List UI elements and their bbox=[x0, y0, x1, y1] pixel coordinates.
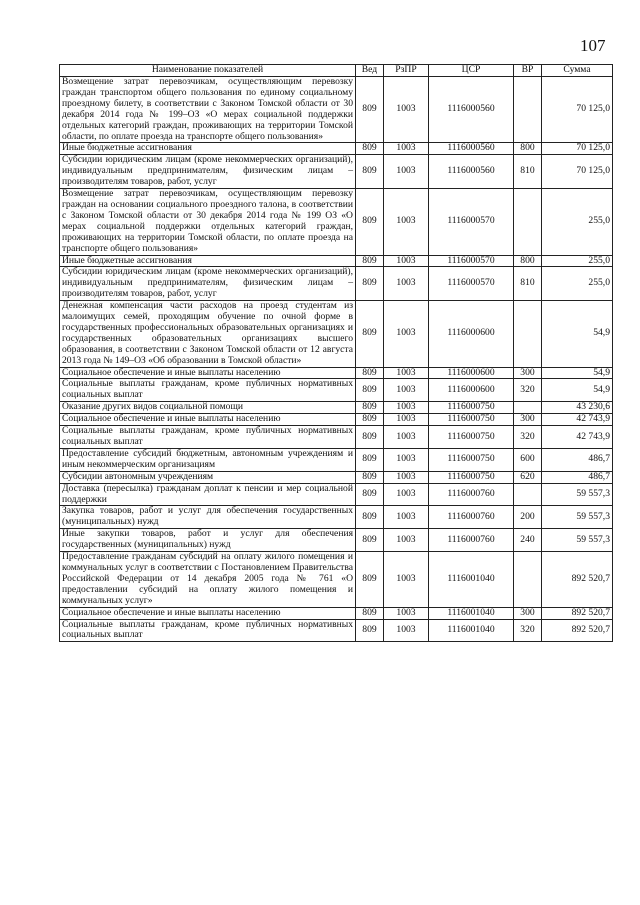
row-sum: 42 743,9 bbox=[542, 426, 613, 449]
row-csr: 1116000750 bbox=[429, 448, 514, 471]
row-vr: 810 bbox=[514, 155, 542, 189]
row-ved: 809 bbox=[356, 189, 384, 255]
row-rzpr: 1003 bbox=[384, 77, 429, 143]
row-rzpr: 1003 bbox=[384, 143, 429, 155]
row-ved: 809 bbox=[356, 414, 384, 426]
table-row bbox=[60, 471, 613, 483]
row-csr: 1116000570 bbox=[429, 255, 514, 267]
table-row bbox=[60, 619, 613, 642]
budget-table bbox=[59, 64, 613, 642]
row-ved: 809 bbox=[356, 77, 384, 143]
row-sum: 486,7 bbox=[542, 448, 613, 471]
table-row bbox=[60, 301, 613, 367]
row-csr: 1116000600 bbox=[429, 301, 514, 367]
row-sum: 255,0 bbox=[542, 255, 613, 267]
row-csr: 1116000570 bbox=[429, 189, 514, 255]
table-header-row bbox=[60, 65, 613, 77]
row-vr: 810 bbox=[514, 267, 542, 301]
table-row bbox=[60, 483, 613, 506]
row-ved: 809 bbox=[356, 506, 384, 529]
row-vr bbox=[514, 483, 542, 506]
page-number: 107 bbox=[580, 36, 606, 55]
row-name: Оказание других видов социальной помощи bbox=[60, 402, 356, 414]
row-ved: 809 bbox=[356, 529, 384, 552]
row-name: Социальное обеспечение и иные выплаты населению bbox=[60, 367, 356, 379]
row-rzpr: 1003 bbox=[384, 301, 429, 367]
row-sum: 892 520,7 bbox=[542, 552, 613, 608]
row-name: Субсидии автономным учреждениям bbox=[60, 471, 356, 483]
row-sum: 54,9 bbox=[542, 301, 613, 367]
table-row bbox=[60, 77, 613, 143]
table-row bbox=[60, 379, 613, 402]
row-rzpr: 1003 bbox=[384, 402, 429, 414]
header-ved: Вед bbox=[356, 65, 384, 77]
row-name: Иные бюджетные ассигнования bbox=[60, 255, 356, 267]
row-rzpr: 1003 bbox=[384, 426, 429, 449]
row-ved: 809 bbox=[356, 619, 384, 642]
row-rzpr: 1003 bbox=[384, 529, 429, 552]
row-sum: 70 125,0 bbox=[542, 77, 613, 143]
row-csr: 1116000750 bbox=[429, 414, 514, 426]
table-row bbox=[60, 426, 613, 449]
row-ved: 809 bbox=[356, 255, 384, 267]
row-csr: 1116000760 bbox=[429, 483, 514, 506]
row-name: Субсидии юридическим лицам (кроме некоммерческих организаций), индивидуальным предпринимателям, физическим лицам – производителям товаров, работ, услуг bbox=[60, 155, 356, 189]
row-rzpr: 1003 bbox=[384, 267, 429, 301]
row-vr bbox=[514, 77, 542, 143]
row-vr: 320 bbox=[514, 619, 542, 642]
row-sum: 59 557,3 bbox=[542, 529, 613, 552]
header-sum: Сумма bbox=[542, 65, 613, 77]
row-rzpr: 1003 bbox=[384, 367, 429, 379]
row-name: Закупка товаров, работ и услуг для обеспечения государственных (муниципальных) нужд bbox=[60, 506, 356, 529]
row-ved: 809 bbox=[356, 367, 384, 379]
table-row bbox=[60, 607, 613, 619]
header-name: Наименование показателей bbox=[60, 65, 356, 77]
row-ved: 809 bbox=[356, 552, 384, 608]
row-vr bbox=[514, 402, 542, 414]
row-csr: 1116000600 bbox=[429, 367, 514, 379]
row-vr: 620 bbox=[514, 471, 542, 483]
row-ved: 809 bbox=[356, 301, 384, 367]
row-sum: 43 230,6 bbox=[542, 402, 613, 414]
row-csr: 1116000560 bbox=[429, 143, 514, 155]
row-rzpr: 1003 bbox=[384, 414, 429, 426]
row-ved: 809 bbox=[356, 267, 384, 301]
row-csr: 1116001040 bbox=[429, 619, 514, 642]
row-vr: 240 bbox=[514, 529, 542, 552]
row-csr: 1116000750 bbox=[429, 471, 514, 483]
row-vr: 800 bbox=[514, 255, 542, 267]
row-rzpr: 1003 bbox=[384, 189, 429, 255]
row-vr: 300 bbox=[514, 367, 542, 379]
row-rzpr: 1003 bbox=[384, 483, 429, 506]
row-sum: 54,9 bbox=[542, 379, 613, 402]
row-name: Возмещение затрат перевозчикам, осуществляющим перевозку граждан на основании социального проездного талона, в соответствии с Законом Томской области от 30 декабря 2014 года № 199 ОЗ «О мерах социальной поддержки отдельных категорий граждан, проживающих на территории Томской области, по оплате проезда на транспорте общего пользования» bbox=[60, 189, 356, 255]
row-rzpr: 1003 bbox=[384, 379, 429, 402]
table-row bbox=[60, 552, 613, 608]
row-name: Социальные выплаты гражданам, кроме публичных нормативных социальных выплат bbox=[60, 379, 356, 402]
row-vr: 320 bbox=[514, 379, 542, 402]
row-name: Социальные выплаты гражданам, кроме публичных нормативных социальных выплат bbox=[60, 426, 356, 449]
row-name: Социальное обеспечение и иные выплаты населению bbox=[60, 607, 356, 619]
header-rzpr: РзПР bbox=[384, 65, 429, 77]
row-sum: 892 520,7 bbox=[542, 607, 613, 619]
row-name: Иные закупки товаров, работ и услуг для обеспечения государственных (муниципальных) нужд bbox=[60, 529, 356, 552]
row-name: Предоставление гражданам субсидий на оплату жилого помещения и коммунальных услуг в соответствии с Постановлением Правительства Российской Федерации от 14 декабря 2005 года № 761 «О предоставлении субсидий на оплату жилого помещения и коммунальных услуг» bbox=[60, 552, 356, 608]
row-rzpr: 1003 bbox=[384, 448, 429, 471]
row-rzpr: 1003 bbox=[384, 607, 429, 619]
row-rzpr: 1003 bbox=[384, 552, 429, 608]
row-vr: 600 bbox=[514, 448, 542, 471]
row-csr: 1116000750 bbox=[429, 426, 514, 449]
row-name: Иные бюджетные ассигнования bbox=[60, 143, 356, 155]
row-csr: 1116000570 bbox=[429, 267, 514, 301]
row-name: Социальное обеспечение и иные выплаты населению bbox=[60, 414, 356, 426]
row-vr bbox=[514, 189, 542, 255]
row-vr: 200 bbox=[514, 506, 542, 529]
row-csr: 1116000600 bbox=[429, 379, 514, 402]
row-name: Денежная компенсация части расходов на проезд студентам из малоимущих семей, проходящим обучение по очной форме в государственных профессиональных образовательных организациях и государственных образовательных организациях высшего образования, в соответствии с Законом Томской области от 12 августа 2013 года № 149–ОЗ «Об образовании в Томской области» bbox=[60, 301, 356, 367]
row-ved: 809 bbox=[356, 426, 384, 449]
row-csr: 1116001040 bbox=[429, 552, 514, 608]
table-row bbox=[60, 267, 613, 301]
table-row bbox=[60, 143, 613, 155]
row-sum: 59 557,3 bbox=[542, 483, 613, 506]
table-row bbox=[60, 414, 613, 426]
row-ved: 809 bbox=[356, 607, 384, 619]
row-sum: 42 743,9 bbox=[542, 414, 613, 426]
row-sum: 255,0 bbox=[542, 189, 613, 255]
row-vr bbox=[514, 301, 542, 367]
row-rzpr: 1003 bbox=[384, 619, 429, 642]
table-row bbox=[60, 402, 613, 414]
row-vr: 320 bbox=[514, 426, 542, 449]
row-ved: 809 bbox=[356, 143, 384, 155]
row-sum: 892 520,7 bbox=[542, 619, 613, 642]
row-name: Предоставление субсидий бюджетным, автономным учреждениям и иным некоммерческим организациям bbox=[60, 448, 356, 471]
row-ved: 809 bbox=[356, 379, 384, 402]
row-ved: 809 bbox=[356, 471, 384, 483]
row-vr bbox=[514, 552, 542, 608]
row-vr: 300 bbox=[514, 607, 542, 619]
table-row bbox=[60, 506, 613, 529]
row-sum: 59 557,3 bbox=[542, 506, 613, 529]
row-sum: 486,7 bbox=[542, 471, 613, 483]
row-csr: 1116000760 bbox=[429, 506, 514, 529]
row-vr: 800 bbox=[514, 143, 542, 155]
row-vr: 300 bbox=[514, 414, 542, 426]
table-row bbox=[60, 529, 613, 552]
row-name: Субсидии юридическим лицам (кроме некоммерческих организаций), индивидуальным предпринимателям, физическим лицам – производителям товаров, работ, услуг bbox=[60, 267, 356, 301]
header-csr: ЦСР bbox=[429, 65, 514, 77]
table-row bbox=[60, 155, 613, 189]
row-rzpr: 1003 bbox=[384, 471, 429, 483]
row-ved: 809 bbox=[356, 155, 384, 189]
row-name: Возмещение затрат перевозчикам, осуществляющим перевозку граждан транспортом общего пользования по единому социальному проездному билету, в соответствии с Законом Томской области от 30 декабря 2014 года № 199–ОЗ «О мерах социальной поддержки отдельных категорий граждан, проживающих на территории Томской области, по оплате проезда на транспорте общего пользования» bbox=[60, 77, 356, 143]
row-csr: 1116000750 bbox=[429, 402, 514, 414]
row-name: Социальные выплаты гражданам, кроме публичных нормативных социальных выплат bbox=[60, 619, 356, 642]
row-sum: 54,9 bbox=[542, 367, 613, 379]
row-sum: 255,0 bbox=[542, 267, 613, 301]
row-name: Доставка (пересылка) гражданам доплат к пенсии и мер социальной поддержки bbox=[60, 483, 356, 506]
row-rzpr: 1003 bbox=[384, 255, 429, 267]
row-ved: 809 bbox=[356, 402, 384, 414]
row-ved: 809 bbox=[356, 483, 384, 506]
row-csr: 1116000560 bbox=[429, 77, 514, 143]
row-sum: 70 125,0 bbox=[542, 143, 613, 155]
header-vr: ВР bbox=[514, 65, 542, 77]
table-row bbox=[60, 255, 613, 267]
row-rzpr: 1003 bbox=[384, 506, 429, 529]
row-csr: 1116000560 bbox=[429, 155, 514, 189]
table-row bbox=[60, 367, 613, 379]
table-row bbox=[60, 189, 613, 255]
table-row bbox=[60, 448, 613, 471]
row-csr: 1116000760 bbox=[429, 529, 514, 552]
row-sum: 70 125,0 bbox=[542, 155, 613, 189]
row-rzpr: 1003 bbox=[384, 155, 429, 189]
row-ved: 809 bbox=[356, 448, 384, 471]
row-csr: 1116001040 bbox=[429, 607, 514, 619]
